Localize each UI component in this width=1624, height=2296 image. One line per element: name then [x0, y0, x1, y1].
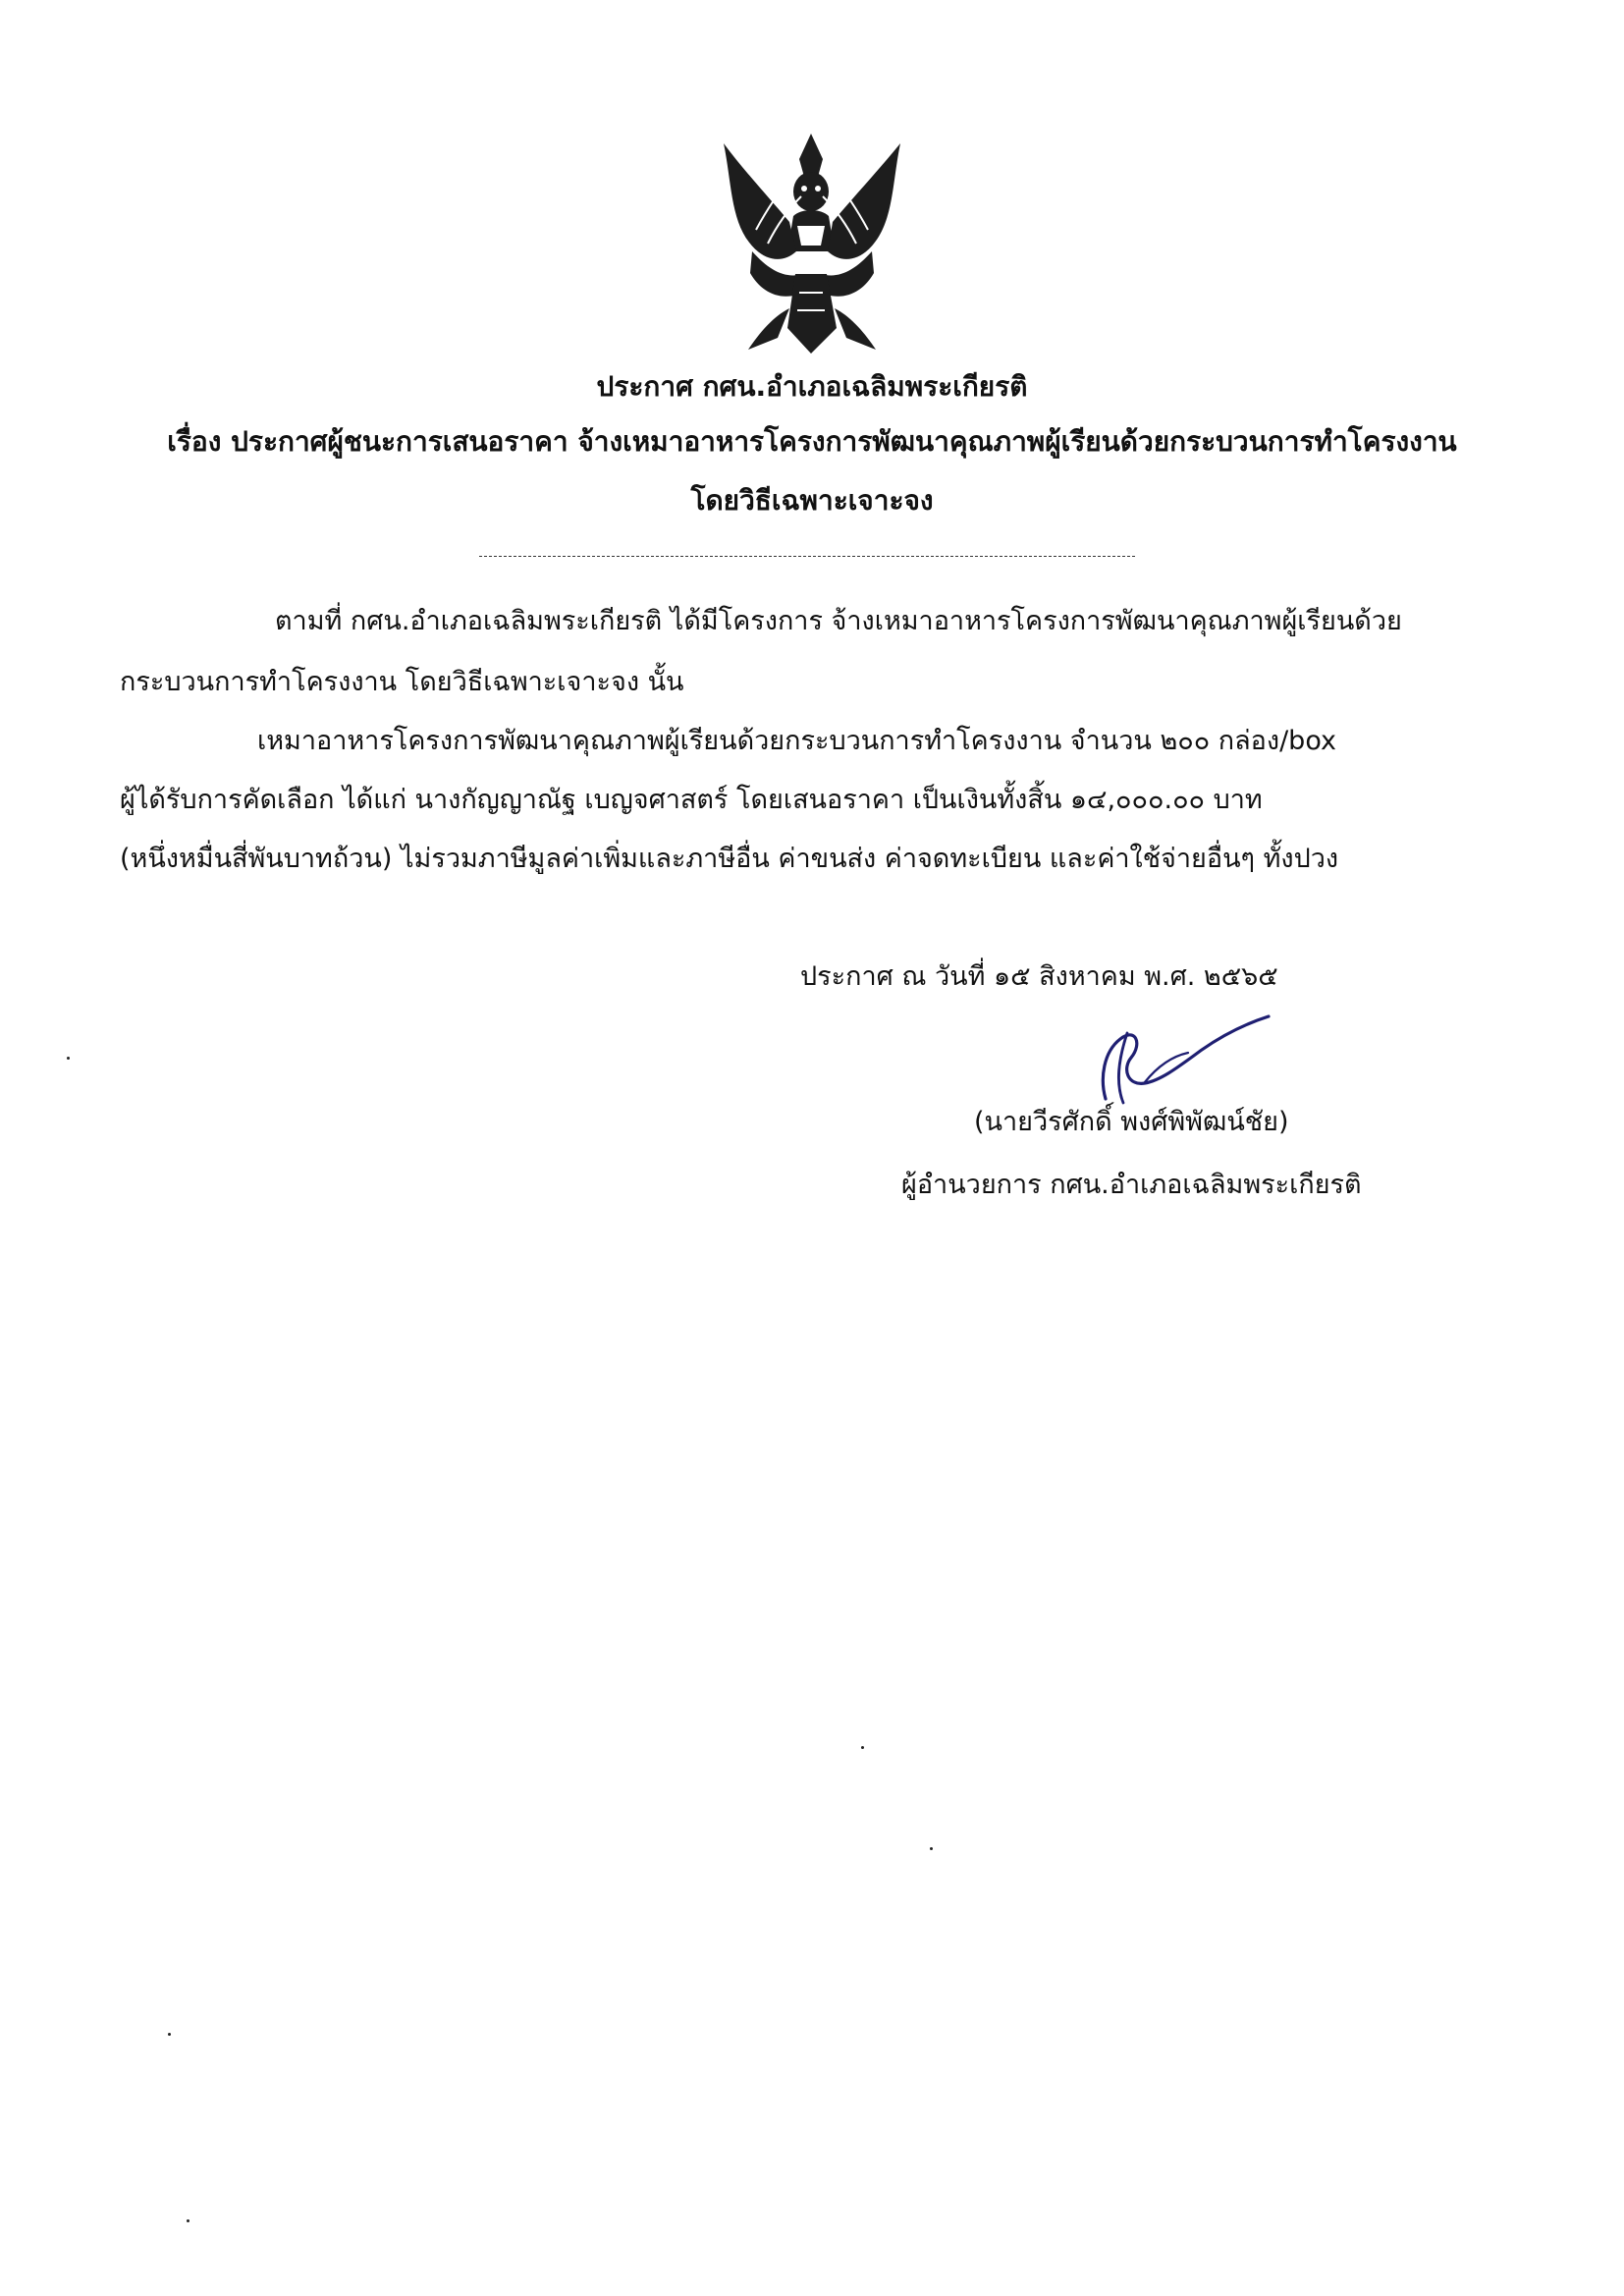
body-line-1: ตามที่ กศน.อำเภอเฉลิมพระเกียรติ ได้มีโครงการ จ้างเหมาอาหารโครงการพัฒนาคุณภาพผู้เรียนด้วย	[275, 606, 1402, 636]
scan-speck	[67, 1057, 70, 1060]
section-divider	[479, 556, 1135, 557]
announcement-date: ประกาศ ณ วันที่ ๑๕ สิงหาคม พ.ศ. ๒๕๖๕	[800, 961, 1278, 992]
signer-name: (นายวีรศักดิ์ พงศ์พิพัฒน์ชัย)	[974, 1107, 1289, 1137]
scan-speck	[187, 2219, 189, 2222]
scan-speck	[930, 1847, 933, 1850]
signer-position: ผู้อำนวยการ กศน.อำเภอเฉลิมพระเกียรติ	[901, 1170, 1362, 1200]
announcement-subject: เรื่อง ประกาศผู้ชนะการเสนอราคา จ้างเหมาอาหารโครงการพัฒนาคุณภาพผู้เรียนด้วยกระบวนการทำโครงงาน	[167, 425, 1457, 458]
garuda-emblem-icon	[687, 126, 937, 361]
procurement-method: โดยวิธีเฉพาะเจาะจง	[690, 484, 934, 517]
body-line-4: ผู้ได้รับการคัดเลือก ได้แก่ นางกัญญาณัฐ เบญจศาสตร์ โดยเสนอราคา เป็นเงินทั้งสิ้น ๑๔,๐๐๐.๐๐ บาท	[120, 785, 1263, 815]
handwritten-signature-icon	[1088, 1010, 1304, 1110]
scan-speck	[861, 1746, 864, 1749]
body-line-2: กระบวนการทำโครงงาน โดยวิธีเฉพาะเจาะจง นั้น	[120, 667, 684, 697]
announcement-title: ประกาศ กศน.อำเภอเฉลิมพระเกียรติ	[596, 370, 1028, 403]
body-line-3: เหมาอาหารโครงการพัฒนาคุณภาพผู้เรียนด้วยกระบวนการทำโครงงาน จำนวน ๒๐๐ กล่อง/box	[257, 726, 1336, 756]
body-line-5: (หนึ่งหมื่นสี่พันบาทถ้วน) ไม่รวมภาษีมูลค่าเพิ่มและภาษีอื่น ค่าขนส่ง ค่าจดทะเบียน และค่าใช้จ่ายอื่นๆ ทั้งปวง	[120, 844, 1339, 874]
scan-speck	[168, 2033, 171, 2036]
